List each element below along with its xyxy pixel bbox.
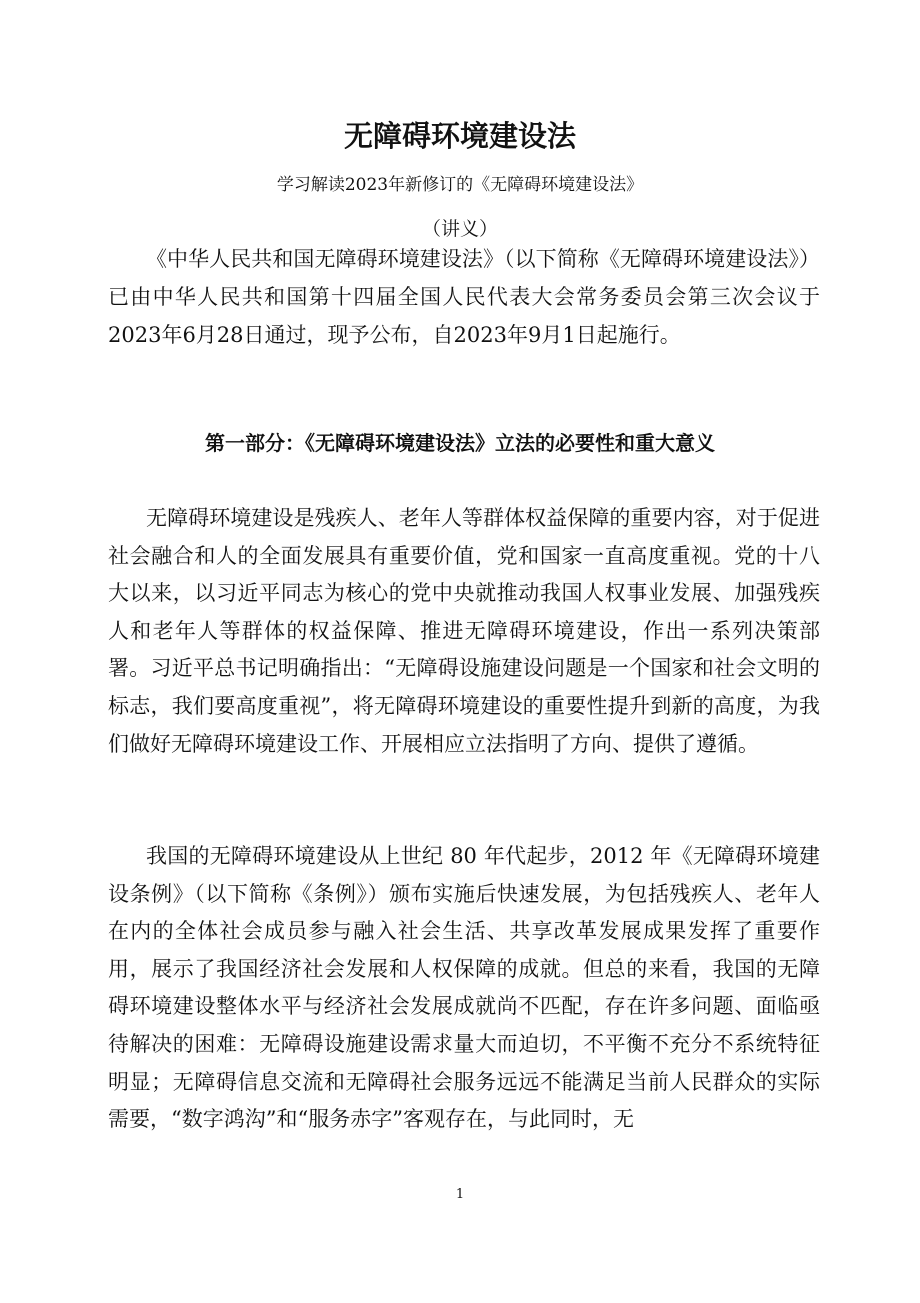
body-paragraph-1: 无障碍环境建设是残疾人、老年人等群体权益保障的重要内容，对于促进社会融合和人的全面发展具有重要价值，党和国家一直高度重视。党的十八大以来，以习近平同志为核心的党中央就推动我国人权事业发展、加强残疾人和老年人等群体的权益保障、推进无障碍环境建设，作出一系列决策部署。习近平总书记明确指出：“无障碍设施建设问题是一个国家和社会文明的标志，我们要高度重视”，将无障碍环境建设的重要性提升到新的高度，为我们做好无障碍环境建设工作、开展相应立法指明了方向、提供了遵循。 xyxy=(108,506,820,756)
page-number: 1 xyxy=(455,1187,465,1202)
document-title: 无障碍环境建设法 xyxy=(343,119,576,153)
intro-paragraph: 《中华人民共和国无障碍环境建设法》（以下简称《无障碍环境建设法》）已由中华人民共和国第十四届全国人民代表大会常务委员会第三次会议于2023年6月28日通过，现予公布，自2023年9月1日起施行。 xyxy=(108,247,820,347)
body-paragraph-2: 我国的无障碍环境建设从上世纪 80 年代起步，2012 年《无障碍环境建设条例》（以下简称《条例》）颁布实施后快速发展，为包括残疾人、老年人在内的全体社会成员参与融入社会生活、共享改革发展成果发挥了重要作用，展示了我国经济社会发展和人权保障的成就。但总的来看，我国的无障碍环境建设整体水平与经济社会发展成就尚不匹配，存在许多问题、面临亟待解决的困难：无障碍设施建设需求量大而迫切，不平衡不充分不系统特征明显；无障碍信息交流和无障碍社会服务远远不能满足当前人民群众的实际需要，“数字鸿沟”和“服务赤字”客观存在，与此同时，无 xyxy=(108,844,820,1132)
lecture-note-label: （讲义） xyxy=(421,218,498,240)
section-heading: 第一部分：《无障碍环境建设法》立法的必要性和重大意义 xyxy=(205,431,715,455)
document-subtitle: 学习解读2023年新修订的《无障碍环境建设法》 xyxy=(276,175,644,195)
